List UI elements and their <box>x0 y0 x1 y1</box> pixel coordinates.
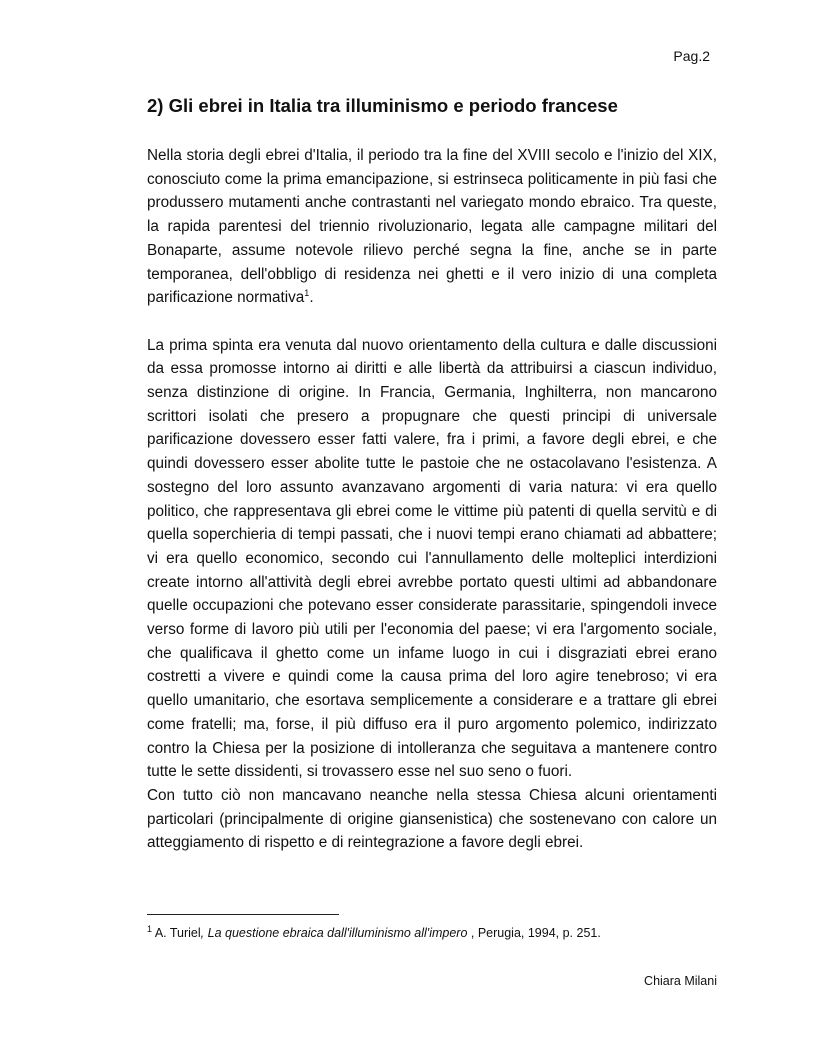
paragraph-2: La prima spinta era venuta dal nuovo orientamento della cultura e dalle discussioni da essa promosse intorno ai diritti e alle libertà da attribuirsi a ciascun individuo, senza distinzione di origine. In Francia, Germania, Inghilterra, non mancarono scrittori isolati che presero a propugnare che questi principi di universale parificazione dovessero esser fatti valere, fra i primi, a favore degli ebrei, e che quindi dovessero esser abolite tutte le pastoie che ne ostacolavano l'esistenza. A sostegno del loro assunto avanzavano argomenti di varia natura: vi era quello politico, che rappresentava gli ebrei come le vittime più patenti di quella servitù e di quella soperchieria di tempi passati, che i nuovi tempi erano chiamati ad abbattere; vi era quello economico, secondo cui l'annullamento delle molteplici interdizioni create intorno all'attività degli ebrei avrebbe portato questi ultimi ad abbandonare quelle occupazioni che potevano esser considerate parassitarie, spingendoli invece verso forme di lavoro più utili per l'economia del paese; vi era l'argomento sociale, che qualificava il ghetto come un infame luogo in cui i disgraziati ebrei erano costretti a vivere e quindi come la causa prima del loro agire tenebroso; vi era quello umanitario, che esortava semplicemente a considerare e a trattare gli ebrei come fratelli; ma, forse, il più diffuso era il puro argomento polemico, indirizzato contro la Chiesa per la posizione di intolleranza che seguitava a mantenere contro tutte le sette dissidenti, si trovassero esse nel suo seno o fuori. <box>147 336 717 781</box>
footnote-separator <box>147 914 339 915</box>
page-number: Pag.2 <box>673 48 710 64</box>
paragraph-1 <box>147 144 717 310</box>
footnote-publication: , Perugia, 1994, p. 251. <box>467 926 601 940</box>
footnote-work-title: La questione ebraica dall'illuminismo all'impero <box>207 926 468 940</box>
paragraph-1-text: Nella storia degli ebrei d'Italia, il periodo tra la fine del XVIII secolo e l'inizio del XIX, conosciuto come la prima emancipazione, si estrinseca politicamente in più fasi che produssero mutamenti anche contrastanti nel variegato mondo ebraico. Tra queste, la rapida parentesi del triennio rivoluzionario, legata alle campagne militari del Bonaparte, assume notevole rilievo perché segna la fine, anche se in parte temporanea, dell'obbligo di residenza nei ghetti e il vero inizio di una completa parificazione normativa <box>147 147 717 307</box>
footnote-author: A. Turiel <box>154 926 201 940</box>
body-text <box>147 144 717 855</box>
paragraph-1-period: . <box>309 289 314 307</box>
footnote-separator-comma: , <box>200 926 205 940</box>
footnote-reference[interactable]: 1 <box>304 288 310 299</box>
footnote <box>147 924 717 942</box>
chapter-title: 2) Gli ebrei in Italia tra illuminismo e periodo francese <box>147 95 618 116</box>
footnote-number: 1 <box>147 923 153 934</box>
paragraph-3: Con tutto ciò non mancavano neanche nella stessa Chiesa alcuni orientamenti particolari (principalmente di origine giansenistica) che sostenevano con calore un atteggiamento di rispetto e di reintegrazione a favore degli ebrei. <box>147 786 717 852</box>
footer-author: Chiara Milani <box>644 974 717 988</box>
